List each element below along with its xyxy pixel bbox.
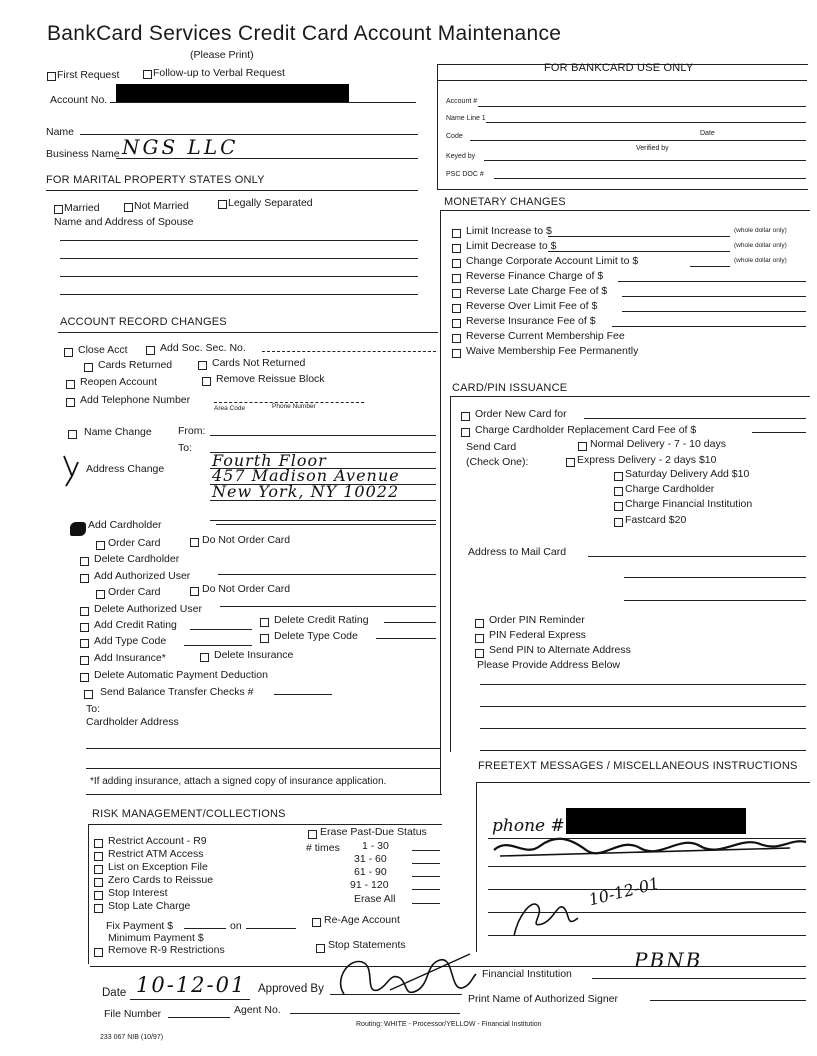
account-record-rule bbox=[58, 332, 438, 333]
bc-psc-label: PSC DOC # bbox=[446, 171, 484, 178]
monetary-checkbox[interactable] bbox=[452, 319, 461, 328]
delete-credit-rating-line bbox=[384, 622, 436, 623]
approved-by-label: Approved By bbox=[258, 983, 324, 995]
address-rule-4 bbox=[210, 520, 436, 521]
on-label: on bbox=[230, 920, 242, 932]
add-authorized-line bbox=[218, 574, 436, 575]
charge-fi-checkbox[interactable] bbox=[614, 502, 623, 511]
risk-checkbox[interactable] bbox=[94, 878, 103, 887]
business-name-line bbox=[116, 158, 418, 159]
past-due-range-line bbox=[412, 876, 440, 877]
past-due-range-label: 1 - 30 bbox=[362, 840, 389, 852]
add-cardholder-line bbox=[216, 524, 436, 525]
monetary-checkbox[interactable] bbox=[452, 334, 461, 343]
risk-label: List on Exception File bbox=[108, 861, 208, 873]
past-due-range-line bbox=[412, 863, 440, 864]
name-label: Name bbox=[46, 126, 75, 138]
initials-scribble bbox=[508, 888, 588, 944]
business-name-label: Business Name bbox=[46, 148, 120, 160]
charge-cardholder-checkbox[interactable] bbox=[614, 487, 623, 496]
alt-address-line-3 bbox=[480, 728, 806, 729]
order-new-card-line bbox=[584, 418, 806, 419]
times-label: # times bbox=[306, 842, 340, 854]
delete-credit-rating-checkbox[interactable] bbox=[260, 618, 269, 627]
monetary-checkbox[interactable] bbox=[452, 244, 461, 253]
monetary-label: Change Corporate Account Limit to $ bbox=[466, 255, 639, 267]
cards-returned-checkbox[interactable] bbox=[84, 363, 93, 372]
mail-card-line-3 bbox=[624, 600, 806, 601]
risk-left-border bbox=[88, 824, 89, 964]
normal-delivery-checkbox[interactable] bbox=[578, 442, 587, 451]
financial-institution-label: Financial Institution bbox=[482, 968, 572, 980]
add-cardholder-mark bbox=[70, 522, 86, 536]
charge-fi-label: Charge Financial Institution bbox=[625, 498, 753, 510]
married-checkbox[interactable] bbox=[54, 205, 63, 214]
risk-rule bbox=[88, 824, 442, 825]
monetary-label: Reverse Current Membership Fee bbox=[466, 330, 625, 342]
remove-r9-checkbox[interactable] bbox=[94, 948, 103, 957]
risk-checkbox[interactable] bbox=[94, 865, 103, 874]
cardholder-address-line-2 bbox=[86, 768, 440, 769]
soc-sec-line bbox=[262, 351, 436, 352]
send-pin-alt-checkbox[interactable] bbox=[475, 649, 484, 658]
express-delivery-checkbox[interactable] bbox=[566, 458, 575, 467]
monetary-label: Reverse Finance Charge of $ bbox=[466, 270, 604, 282]
delete-type-code-label: Delete Type Code bbox=[274, 630, 358, 642]
add-telephone-checkbox[interactable] bbox=[66, 398, 75, 407]
fix-payment-date-line bbox=[246, 928, 296, 929]
monetary-rule bbox=[440, 210, 810, 211]
normal-delivery-label: Normal Delivery - 7 - 10 days bbox=[590, 438, 726, 450]
delete-cardholder-label: Delete Cardholder bbox=[94, 553, 180, 565]
address-line-1: Fourth Floor bbox=[212, 451, 327, 470]
whole-dollar-note: (whole dollar only) bbox=[734, 227, 787, 234]
not-married-label: Not Married bbox=[134, 200, 189, 212]
past-due-range-label: Erase All bbox=[354, 893, 396, 905]
delete-insurance-checkbox[interactable] bbox=[200, 653, 209, 662]
saturday-checkbox[interactable] bbox=[614, 472, 623, 481]
remove-reissue-label: Remove Reissue Block bbox=[216, 373, 325, 385]
add-insurance-checkbox[interactable] bbox=[80, 656, 89, 665]
add-credit-rating-checkbox[interactable] bbox=[80, 623, 89, 632]
past-due-range-label: 91 - 120 bbox=[350, 879, 389, 891]
name-change-checkbox[interactable] bbox=[68, 430, 77, 439]
risk-checkbox[interactable] bbox=[94, 891, 103, 900]
alt-address-line-2 bbox=[480, 706, 806, 707]
bc-keyed-label: Keyed by bbox=[446, 153, 476, 160]
bc-date-label: Date bbox=[700, 130, 715, 137]
freetext-line-2 bbox=[488, 866, 806, 867]
area-code-label: Area Code bbox=[214, 405, 246, 412]
phone-number-label: Phone Number bbox=[272, 403, 316, 410]
approver-signature bbox=[330, 950, 480, 1010]
add-insurance-label: Add Insurance* bbox=[94, 652, 166, 664]
send-balance-label: Send Balance Transfer Checks # bbox=[100, 686, 254, 698]
monetary-label: Waive Membership Fee Permanently bbox=[466, 345, 639, 357]
freetext-header: FREETEXT MESSAGES / MISCELLANEOUS INSTRUCTIONS bbox=[478, 760, 798, 772]
agent-no-line bbox=[290, 1013, 460, 1014]
freetext-rule bbox=[476, 782, 810, 783]
bc-account-line bbox=[478, 106, 806, 107]
fastcard-label: Fastcard $20 bbox=[625, 514, 687, 526]
au-order-card-label: Order Card bbox=[108, 586, 161, 598]
monetary-label: Limit Increase to $ bbox=[466, 225, 552, 237]
reopen-checkbox[interactable] bbox=[66, 380, 75, 389]
monetary-checkbox[interactable] bbox=[452, 304, 461, 313]
fix-payment-label: Fix Payment $ bbox=[106, 920, 174, 932]
first-request-checkbox[interactable] bbox=[47, 72, 56, 81]
delete-type-code-line bbox=[376, 638, 436, 639]
monetary-header: MONETARY CHANGES bbox=[444, 196, 566, 208]
card-pin-header: CARD/PIN ISSUANCE bbox=[452, 382, 568, 394]
monetary-amount-line bbox=[548, 251, 730, 252]
monetary-amount-line bbox=[690, 266, 730, 267]
add-type-code-label: Add Type Code bbox=[94, 635, 167, 647]
name-change-label: Name Change bbox=[84, 426, 152, 438]
address-change-check-mark bbox=[60, 454, 82, 488]
account-record-header: ACCOUNT RECORD CHANGES bbox=[60, 316, 227, 328]
charge-replacement-label: Charge Cardholder Replacement Card Fee of $ bbox=[475, 424, 697, 436]
legally-separated-label: Legally Separated bbox=[228, 197, 313, 209]
form-title: BankCard Services Credit Card Account Maintenance bbox=[47, 22, 562, 45]
cards-returned-label: Cards Returned bbox=[98, 359, 173, 371]
monetary-amount-line bbox=[548, 236, 730, 237]
bc-psc-line bbox=[494, 178, 806, 179]
monetary-label: Reverse Insurance Fee of $ bbox=[466, 315, 596, 327]
order-new-card-label: Order New Card for bbox=[475, 408, 567, 420]
bc-code-label: Code bbox=[446, 133, 463, 140]
mail-card-line-1 bbox=[588, 556, 806, 557]
past-due-range-label: 61 - 90 bbox=[354, 866, 387, 878]
freetext-scribble bbox=[490, 828, 810, 862]
cards-not-returned-label: Cards Not Returned bbox=[212, 357, 306, 369]
legally-separated-checkbox[interactable] bbox=[218, 200, 227, 209]
bc-verified-label: Verified by bbox=[636, 145, 669, 152]
monetary-checkbox[interactable] bbox=[452, 274, 461, 283]
close-acct-checkbox[interactable] bbox=[64, 348, 73, 357]
delete-authorized-label: Delete Authorized User bbox=[94, 603, 202, 615]
express-delivery-label: Express Delivery - 2 days $10 bbox=[577, 454, 717, 466]
insurance-note: *If adding insurance, attach a signed copy of insurance application. bbox=[90, 776, 387, 787]
spouse-line-4 bbox=[60, 294, 418, 295]
reage-checkbox[interactable] bbox=[312, 918, 321, 927]
monetary-amount-line bbox=[622, 296, 806, 297]
address-mail-card-label: Address to Mail Card bbox=[468, 546, 567, 558]
whole-dollar-note: (whole dollar only) bbox=[734, 257, 787, 264]
add-soc-label: Add Soc. Sec. No. bbox=[160, 342, 246, 354]
delete-auto-label: Delete Automatic Payment Deduction bbox=[94, 669, 268, 681]
provide-address-label: Please Provide Address Below bbox=[477, 659, 620, 671]
past-due-range-label: 31 - 60 bbox=[354, 853, 387, 865]
send-pin-alt-label: Send PIN to Alternate Address bbox=[489, 644, 631, 656]
monetary-checkbox[interactable] bbox=[452, 289, 461, 298]
stop-statements-checkbox[interactable] bbox=[316, 944, 325, 953]
account-record-bottom-rule bbox=[86, 794, 442, 795]
remove-reissue-checkbox[interactable] bbox=[202, 377, 211, 386]
cardholder-address-line-1 bbox=[86, 748, 440, 749]
date-line bbox=[130, 999, 250, 1000]
check-one-label: (Check One): bbox=[466, 456, 529, 468]
cards-not-returned-checkbox[interactable] bbox=[198, 361, 207, 370]
freetext-border bbox=[476, 782, 477, 952]
add-soc-checkbox[interactable] bbox=[146, 346, 155, 355]
au-do-not-order-label: Do Not Order Card bbox=[202, 583, 291, 595]
file-number-line bbox=[168, 1017, 230, 1018]
reopen-label: Reopen Account bbox=[80, 376, 158, 388]
send-balance-checkbox[interactable] bbox=[84, 690, 93, 699]
bc-code-line bbox=[470, 140, 806, 141]
delete-authorized-checkbox[interactable] bbox=[80, 607, 89, 616]
delete-authorized-line bbox=[220, 606, 436, 607]
monetary-amount-line bbox=[622, 311, 806, 312]
account-record-right-border bbox=[440, 332, 441, 794]
bankcard-header: FOR BANKCARD USE ONLY bbox=[544, 62, 694, 74]
risk-label: Restrict Account - R9 bbox=[108, 835, 207, 847]
send-balance-line bbox=[274, 694, 332, 695]
past-due-range-line bbox=[412, 850, 440, 851]
min-payment-label: Minimum Payment $ bbox=[108, 932, 204, 944]
past-due-range-line bbox=[412, 903, 440, 904]
alt-address-line-1 bbox=[480, 684, 806, 685]
please-print-note: (Please Print) bbox=[190, 49, 254, 61]
name-from-line bbox=[210, 435, 436, 436]
spouse-line-2 bbox=[60, 258, 418, 259]
print-name-label: Print Name of Authorized Signer bbox=[468, 993, 618, 1005]
charge-replacement-checkbox[interactable] bbox=[461, 428, 470, 437]
erase-past-due-checkbox[interactable] bbox=[308, 830, 317, 839]
order-pin-checkbox[interactable] bbox=[475, 619, 484, 628]
monetary-amount-line bbox=[612, 326, 806, 327]
risk-label: Restrict ATM Access bbox=[108, 848, 204, 860]
date-label: Date bbox=[102, 987, 127, 999]
delete-credit-rating-label: Delete Credit Rating bbox=[274, 614, 369, 626]
ac-do-not-order-checkbox[interactable] bbox=[190, 538, 199, 547]
to-label: To: bbox=[178, 442, 193, 454]
address-rule-3 bbox=[210, 500, 436, 501]
whole-dollar-note: (whole dollar only) bbox=[734, 242, 787, 249]
married-label: Married bbox=[64, 202, 100, 214]
monetary-checkbox[interactable] bbox=[452, 229, 461, 238]
ac-do-not-order-label: Do Not Order Card bbox=[202, 534, 291, 546]
file-number-label: File Number bbox=[104, 1008, 162, 1020]
pin-fedex-checkbox[interactable] bbox=[475, 634, 484, 643]
spouse-label: Name and Address of Spouse bbox=[54, 216, 194, 228]
freetext-date: 10-12-01 bbox=[586, 873, 662, 910]
risk-header: RISK MANAGEMENT/COLLECTIONS bbox=[92, 808, 286, 820]
risk-checkbox[interactable] bbox=[94, 839, 103, 848]
followup-label: Follow-up to Verbal Request bbox=[153, 67, 285, 79]
reage-label: Re-Age Account bbox=[324, 914, 400, 926]
delete-insurance-label: Delete Insurance bbox=[214, 649, 294, 661]
bc-name-line-line bbox=[486, 122, 806, 123]
add-authorized-checkbox[interactable] bbox=[80, 574, 89, 583]
business-name-value: NGS LLC bbox=[122, 135, 239, 159]
add-type-code-line bbox=[184, 645, 252, 646]
from-label: From: bbox=[178, 425, 206, 437]
order-pin-label: Order PIN Reminder bbox=[489, 614, 585, 626]
monetary-checkbox[interactable] bbox=[452, 259, 461, 268]
au-order-card-checkbox[interactable] bbox=[96, 590, 105, 599]
mail-card-line-2 bbox=[624, 577, 806, 578]
card-pin-border bbox=[450, 396, 451, 752]
account-no-label: Account No. bbox=[50, 94, 108, 106]
monetary-label: Reverse Over Limit Fee of $ bbox=[466, 300, 598, 312]
marital-rule bbox=[46, 190, 418, 191]
spouse-line-1 bbox=[60, 240, 418, 241]
marital-header: FOR MARITAL PROPERTY STATES ONLY bbox=[46, 174, 265, 186]
ac-order-card-checkbox[interactable] bbox=[96, 541, 105, 550]
risk-checkbox[interactable] bbox=[94, 852, 103, 861]
bankcard-box bbox=[437, 64, 808, 190]
account-no-line bbox=[110, 102, 416, 103]
past-due-range-line bbox=[412, 889, 440, 890]
add-authorized-label: Add Authorized User bbox=[94, 570, 191, 582]
order-new-card-checkbox[interactable] bbox=[461, 412, 470, 421]
add-type-code-checkbox[interactable] bbox=[80, 639, 89, 648]
print-name-line bbox=[650, 1000, 806, 1001]
agent-no-label: Agent No. bbox=[234, 1004, 281, 1016]
send-card-label: Send Card bbox=[466, 441, 517, 453]
close-acct-label: Close Acct bbox=[78, 344, 128, 356]
risk-checkbox[interactable] bbox=[94, 904, 103, 913]
bankcard-header-rule bbox=[437, 80, 807, 81]
first-request-label: First Request bbox=[57, 69, 120, 81]
saturday-label: Saturday Delivery Add $10 bbox=[625, 468, 750, 480]
to2-label: To: bbox=[86, 703, 101, 715]
not-married-checkbox[interactable] bbox=[124, 203, 133, 212]
card-pin-rule bbox=[450, 396, 810, 397]
add-credit-rating-label: Add Credit Rating bbox=[94, 619, 177, 631]
spouse-line-3 bbox=[60, 276, 418, 277]
alt-address-line-4 bbox=[480, 750, 806, 751]
risk-label: Zero Cards to Reissue bbox=[108, 874, 214, 886]
charge-cardholder-label: Charge Cardholder bbox=[625, 483, 715, 495]
erase-past-due-label: Erase Past-Due Status bbox=[320, 826, 427, 838]
financial-institution-value: PBNB bbox=[634, 948, 703, 972]
delete-auto-checkbox[interactable] bbox=[80, 673, 89, 682]
risk-label: Stop Interest bbox=[108, 887, 168, 899]
add-telephone-label: Add Telephone Number bbox=[80, 394, 191, 406]
freetext-phone: phone # bbox=[492, 816, 565, 836]
charge-replacement-line bbox=[752, 432, 806, 433]
address-line-3: New York, NY 10022 bbox=[212, 482, 400, 501]
fix-payment-line bbox=[184, 928, 226, 929]
pin-fedex-label: PIN Federal Express bbox=[489, 629, 586, 641]
delete-type-code-checkbox[interactable] bbox=[260, 634, 269, 643]
monetary-amount-line bbox=[618, 281, 806, 282]
fastcard-checkbox[interactable] bbox=[614, 518, 623, 527]
financial-institution-line bbox=[592, 978, 806, 979]
followup-checkbox[interactable] bbox=[143, 70, 152, 79]
delete-cardholder-checkbox[interactable] bbox=[80, 557, 89, 566]
cardholder-address-label: Cardholder Address bbox=[86, 716, 179, 728]
bc-account-label: Account # bbox=[446, 98, 478, 105]
date-value: 10-12-01 bbox=[136, 973, 247, 997]
risk-label: Stop Late Charge bbox=[108, 900, 191, 912]
au-do-not-order-checkbox[interactable] bbox=[190, 587, 199, 596]
bc-name-line-label: Name Line 1 bbox=[446, 115, 486, 122]
routing-note: Routing: WHITE - Processor/YELLOW - Financial Institution bbox=[356, 1021, 542, 1028]
add-cardholder-label: Add Cardholder bbox=[88, 519, 162, 531]
address-line-2: 457 Madison Avenue bbox=[212, 466, 400, 485]
remove-r9-label: Remove R-9 Restrictions bbox=[108, 944, 225, 956]
address-change-label: Address Change bbox=[86, 463, 165, 475]
bc-keyed-line bbox=[484, 160, 806, 161]
stop-statements-label: Stop Statements bbox=[328, 939, 406, 951]
ac-order-card-label: Order Card bbox=[108, 537, 161, 549]
form-number: 233 067 NIB (10/97) bbox=[100, 1034, 164, 1041]
monetary-label: Limit Decrease to $ bbox=[466, 240, 557, 252]
monetary-label: Reverse Late Charge Fee of $ bbox=[466, 285, 608, 297]
add-credit-rating-line bbox=[190, 629, 252, 630]
monetary-checkbox[interactable] bbox=[452, 349, 461, 358]
account-no-redaction bbox=[116, 84, 349, 102]
